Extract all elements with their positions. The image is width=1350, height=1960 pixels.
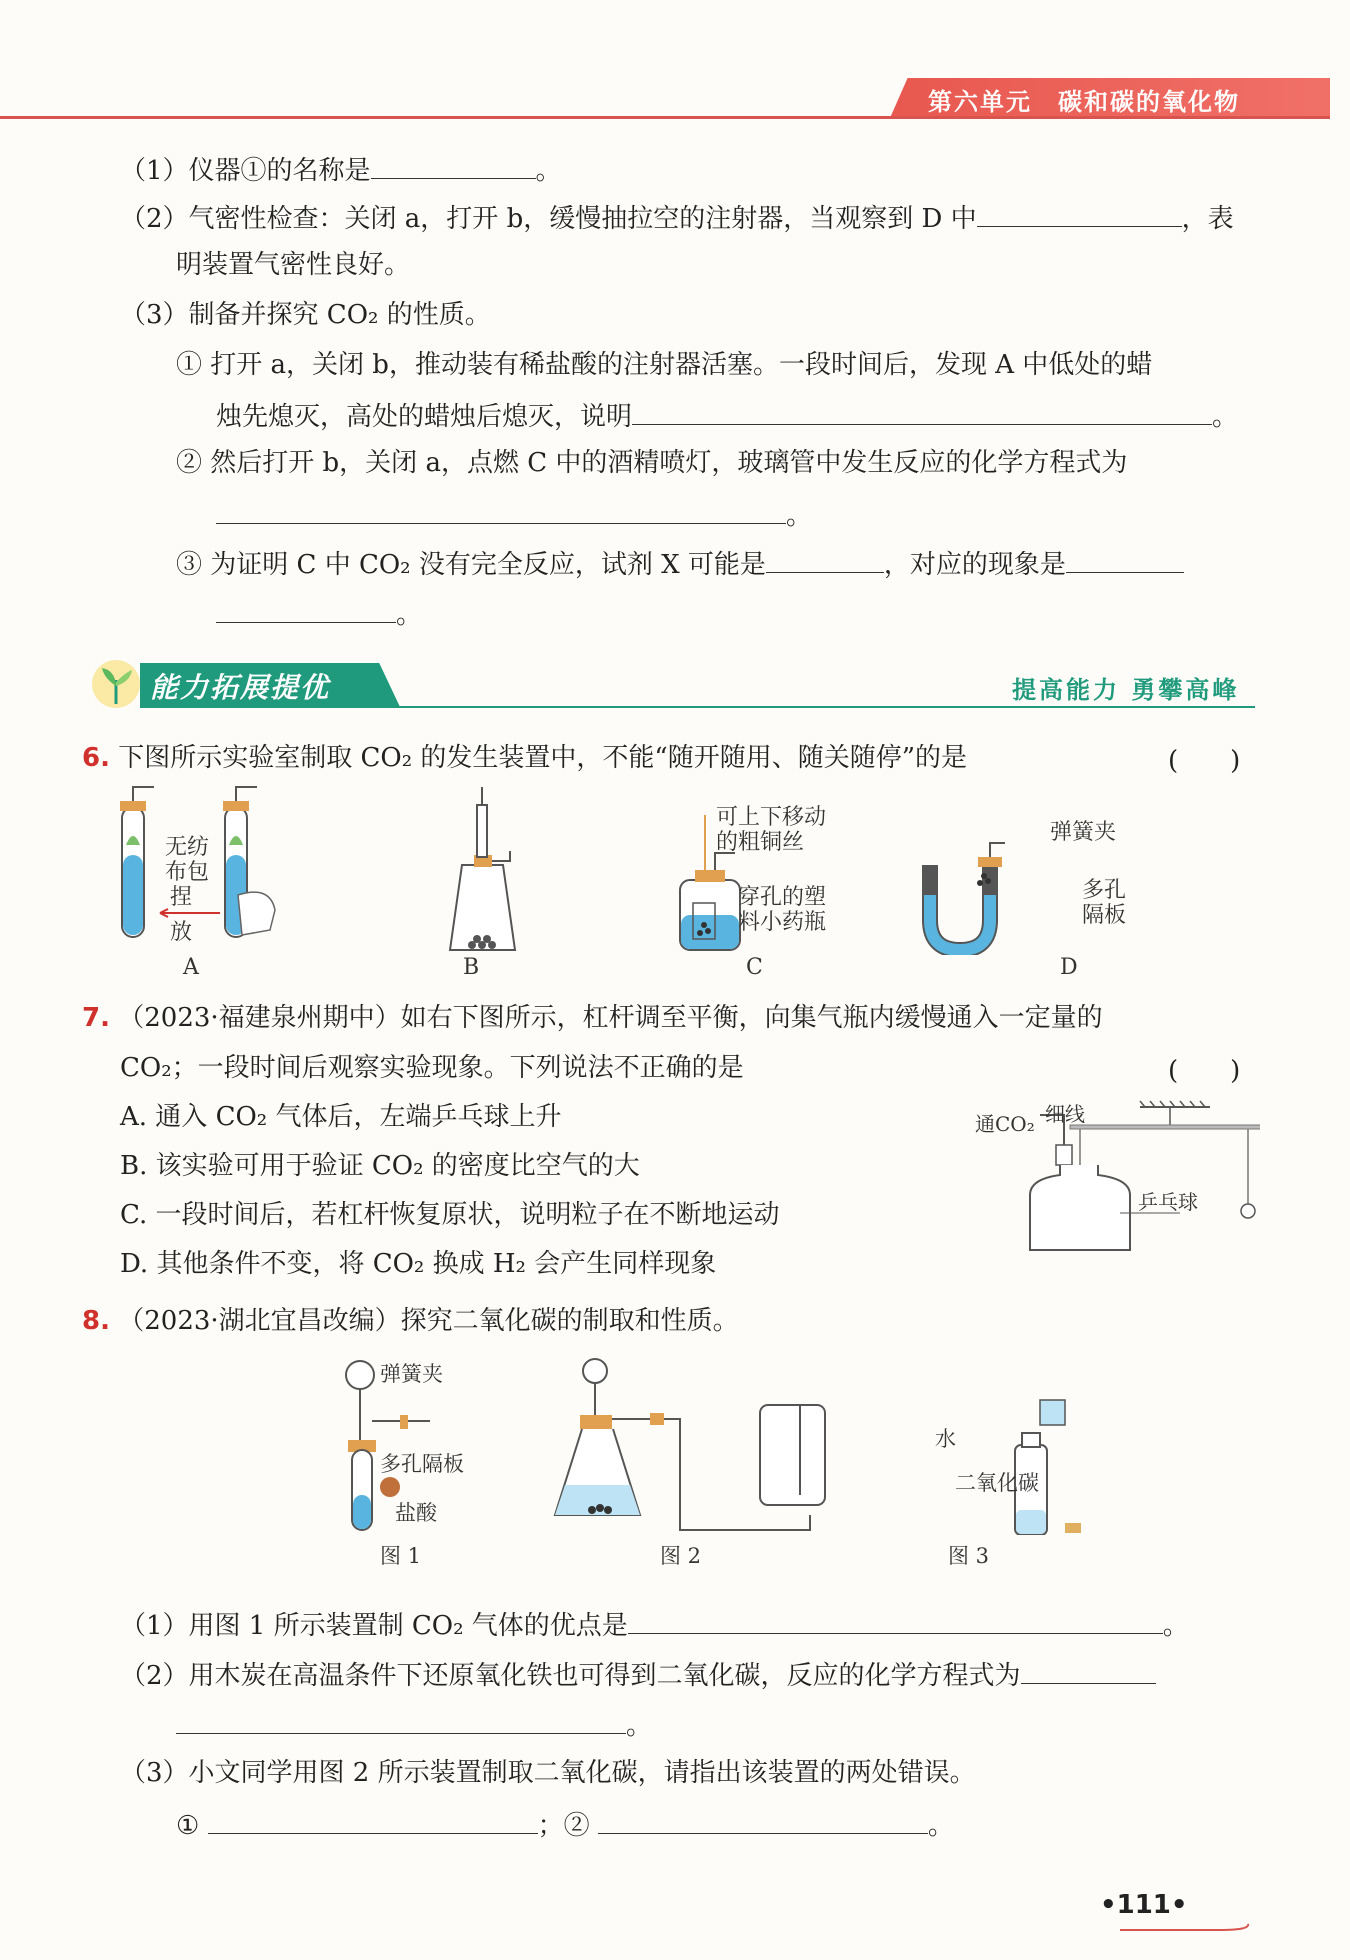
label-clamp: 弹簧夹 xyxy=(1050,820,1117,845)
q5-sub2: ② 然后打开 b，关闭 a，点燃 C 中的酒精喷灯，玻璃管中发生反应的化学方程式为 xyxy=(176,448,1128,478)
section-rule xyxy=(140,706,1255,708)
q7-stem-cont: CO₂；一段时间后观察实验现象。下列说法不正确的是 xyxy=(120,1053,744,1083)
section-title: 能力拓展提优 xyxy=(150,671,331,704)
q5-part2-cont: 明装置气密性良好。 xyxy=(176,250,411,280)
answer-blank[interactable] xyxy=(628,1605,1163,1634)
page-number: •111• xyxy=(1100,1890,1188,1920)
q5-sub2-cont: 。 xyxy=(216,495,812,534)
q5-part2: （2）气密性检查：关闭 a，打开 b，缓慢抽拉空的注射器，当观察到 D 中 ，表 xyxy=(120,198,1234,237)
label-movable-wire: 可上下移动 xyxy=(716,805,827,830)
q7-option-b[interactable]: B. 该实验可用于验证 CO₂ 的密度比空气的大 xyxy=(120,1151,640,1181)
fig2-caption: 图 2 xyxy=(660,1544,702,1568)
q6-apparatus-figure xyxy=(110,785,1260,955)
header-rule xyxy=(0,116,1330,119)
apparatus-d xyxy=(930,843,1005,950)
page-underline xyxy=(1120,1920,1260,1940)
answer-blank[interactable] xyxy=(598,1805,928,1834)
section-slogan: 提高能力 勇攀高峰 xyxy=(1012,676,1240,704)
q7-option-c[interactable]: C. 一段时间后，若杠杆恢复原状，说明粒子在不断地运动 xyxy=(120,1200,780,1230)
q5-part1: （1）仪器①的名称是 。 xyxy=(120,150,562,189)
answer-blank[interactable] xyxy=(1021,1655,1156,1684)
option-b-label: B xyxy=(463,955,480,980)
label-porous: 多孔 xyxy=(1082,878,1127,903)
fig1-clamp-label: 弹簧夹 xyxy=(380,1362,443,1386)
q8-stem: 8. （2023·湖北宜昌改编）探究二氧化碳的制取和性质。 xyxy=(82,1306,739,1336)
q5-sub1: ① 打开 a，关闭 b，推动装有稀盐酸的注射器活塞。一段时间后，发现 A 中低处的蜡 xyxy=(176,350,1153,380)
answer-paren[interactable]: ( ) xyxy=(1168,746,1241,776)
chapter-title: 第六单元 碳和碳的氧化物 xyxy=(928,88,1240,116)
answer-blank[interactable] xyxy=(208,1805,538,1834)
label-release: 放 xyxy=(170,920,193,945)
label-bottle: 穿孔的塑 xyxy=(738,885,827,910)
answer-blank[interactable] xyxy=(977,198,1182,227)
answer-blank[interactable] xyxy=(371,150,536,179)
answer-blank[interactable] xyxy=(216,495,786,524)
option-a-label: A xyxy=(183,955,199,980)
fig1-plate-label: 多孔隔板 xyxy=(380,1452,464,1476)
q6-stem: 6. 下图所示实验室制取 CO₂ 的发生装置中，不能“随开随用、随关随停”的是 xyxy=(82,743,967,773)
label-cloth-bag: 布包 xyxy=(165,860,210,885)
label-co2-inlet: 通CO₂ xyxy=(975,1112,1035,1136)
fig3-caption: 图 3 xyxy=(948,1544,990,1568)
option-d-label: D xyxy=(1060,955,1078,980)
fig1-acid-label: 盐酸 xyxy=(395,1501,437,1525)
label-ping-pong: 乒乓球 xyxy=(1138,1190,1198,1214)
label-copper-wire: 的粗铜丝 xyxy=(716,830,805,855)
answer-blank[interactable] xyxy=(1066,544,1184,573)
label-pinch: 捏 xyxy=(170,885,193,910)
answer-blank[interactable] xyxy=(632,396,1212,425)
label-bottle2: 料小药瓶 xyxy=(738,910,827,935)
label-nonwoven: 无纺 xyxy=(165,835,210,860)
q8-part2-cont: 。 xyxy=(176,1705,652,1744)
q7-stem: 7. （2023·福建泉州期中）如右下图所示，杠杆调至平衡，向集气瓶内缓慢通入一定量的 xyxy=(82,1003,1103,1033)
q5-sub3: ③ 为证明 C 中 CO₂ 没有完全反应，试剂 X 可能是 ，对应的现象是 xyxy=(176,544,1184,583)
apparatus-b xyxy=(450,787,515,950)
sprout-icon xyxy=(84,656,144,712)
q7-option-a[interactable]: A. 通入 CO₂ 气体后，左端乒乓球上升 xyxy=(120,1102,562,1132)
q8-part3-answers: ① ；② 。 xyxy=(176,1805,954,1844)
q8-apparatus-figure xyxy=(330,1355,1090,1535)
q5-part3: （3）制备并探究 CO₂ 的性质。 xyxy=(120,300,491,330)
label-plate: 隔板 xyxy=(1082,903,1127,928)
q5-sub3-cont: 。 xyxy=(216,594,422,633)
q7-option-d[interactable]: D. 其他条件不变，将 CO₂ 换成 H₂ 会产生同样现象 xyxy=(120,1249,717,1279)
fig1-caption: 图 1 xyxy=(380,1544,422,1568)
q8-part2: （2）用木炭在高温条件下还原氧化铁也可得到二氧化碳，反应的化学方程式为 xyxy=(120,1655,1156,1694)
fig3-water-label: 水 xyxy=(935,1427,956,1451)
q8-part1: （1）用图 1 所示装置制 CO₂ 气体的优点是 。 xyxy=(120,1605,1189,1644)
q5-sub1-cont: 烛先熄灭，高处的蜡烛后熄灭，说明 。 xyxy=(216,396,1238,435)
answer-paren[interactable]: ( ) xyxy=(1168,1056,1241,1086)
answer-blank[interactable] xyxy=(766,544,884,573)
q8-part3: （3）小文同学用图 2 所示装置制取二氧化碳，请指出该装置的两处错误。 xyxy=(120,1758,976,1788)
option-c-label: C xyxy=(746,955,763,980)
label-thread: 细线 xyxy=(1045,1102,1085,1126)
answer-blank[interactable] xyxy=(216,594,396,623)
fig3-co2-label: 二氧化碳 xyxy=(955,1471,1039,1495)
answer-blank[interactable] xyxy=(176,1705,626,1734)
